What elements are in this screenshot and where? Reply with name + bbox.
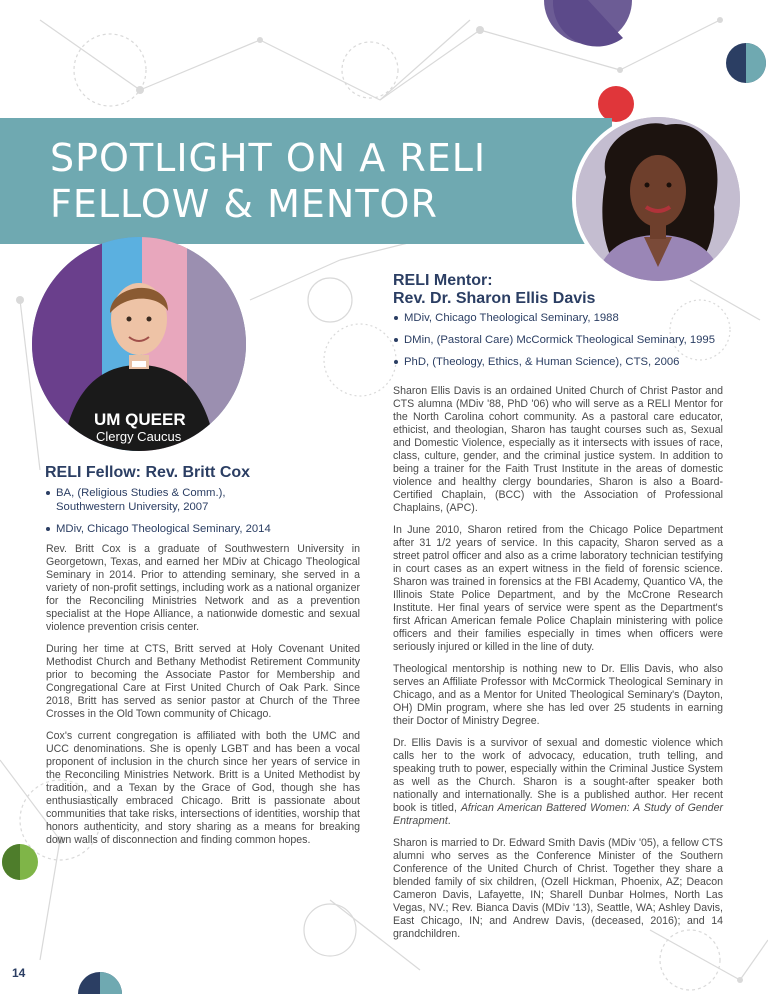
bio-paragraph: Theological mentorship is nothing new to Dr. Ellis Davis, who also serves an Affiliate Professor with McCormick Theological Seminary in Chicago, and as a Mentor for United Theological Seminary's (Dayton, OH) DMin program, where she has led over 25 students in earning their Doctor of Ministry Degree.: [393, 663, 723, 727]
mentor-heading: RELI Mentor: Rev. Dr. Sharon Ellis Davis: [393, 272, 596, 307]
bio-paragraph: Rev. Britt Cox is a graduate of Southwestern University in Georgetown, Texas, and earned her MDiv at Chicago Theological Seminary in 2014. Prior to attending seminary, she served in a variety of non-profit settings, including work as a national organizer for the Reconciling Ministries Network and as a prevention specialist at the Hope Alliance, a nationwide domestic and sexual violence prevention crisis center.: [46, 543, 360, 633]
fellow-credentials: [46, 486, 346, 544]
fellow-heading: RELI Fellow: Rev. Britt Cox: [45, 464, 251, 481]
mentor-credentials: [394, 311, 754, 377]
fellow-bio: [46, 543, 360, 856]
credential-item: PhD, (Theology, Ethics, & Human Science), CTS, 2006: [394, 355, 754, 369]
credential-item: DMin, (Pastoral Care) McCormick Theological Seminary, 1995: [394, 333, 754, 347]
mentor-bio: [393, 385, 723, 950]
bio-paragraph: Sharon Ellis Davis is an ordained United Church of Christ Pastor and CTS alumna (MDiv '88, PhD '06) who will serve as a RELI Mentor for the North Carolina cohort community. As a pastoral care educator, ethicist, and theologian, Sharon has taught courses such as, Sexual and Domestic Violence, especially as it intersects with issues of race, class, culture, gender, and the criminal justice system. In addition to being a trainer for the Faith Trust Institute in the areas of domestic violence and healthy clergy boundaries, Sharon is also a Board-Certified Chaplain, (BCC) with the Association of Professional Chaplains, (APC).: [393, 385, 723, 514]
fellow-photo: [32, 237, 246, 451]
shirt-text-line2: Clergy Caucus: [96, 429, 182, 444]
bio-paragraph: In June 2010, Sharon retired from the Chicago Police Department after 31 1/2 years of service. In this capacity, Sharon served as a street patrol officer and also as a crime laboratory technician testifying in court cases as an expert witness in the field of forensic science. Sharon was trained in forensics at the FBI Academy, Quantico VA, the Illinois State Police Department, and by the McCrone Research Institute. Her final years of service were spent as the Department's first African American female Police Chaplain ministering with police officers and their families especially in times when officers were seriously injured or killed in the line of duty.: [393, 524, 723, 653]
mentor-photo: [572, 113, 744, 285]
shirt-text-line1: UM QUEER: [94, 410, 186, 429]
page-title: SPOTLIGHT ON A RELI FELLOW & MENTOR: [50, 136, 487, 226]
bio-paragraph: Dr. Ellis Davis is a survivor of sexual and domestic violence which calls her to the work of advocacy, education, truth telling, and speaking truth to power, especially within the Criminal Justice System as well as the Church. Sharon is a sought-after speaker both nationally and internationally. She is a published author. Her recent book is titled, African American Battered Women: A Study of Gender Entrapment.: [393, 737, 723, 827]
bio-paragraph: Cox's current congregation is affiliated with both the UMC and UCC denominations. She is openly LGBT and has been a vocal proponent of inclusion in the church since her years of service in the Reconciling Ministries Network. Britt is a United Methodist by tradition, and a Texan by the Grace of God, though she has enthusiastically embraced Chicago. Britt is passionate about communities that take risks, intersections of identities, worship that honors authenticity, and story sharing as a means for breaking down walls of disconnection and finding common hopes.: [46, 730, 360, 846]
credential-item: MDiv, Chicago Theological Seminary, 1988: [394, 311, 754, 325]
page-number: 14: [12, 966, 26, 980]
book-title: African American Battered Women: A Study of Gender Entrapment: [393, 802, 723, 827]
bio-paragraph: During her time at CTS, Britt served at Holy Covenant United Methodist Church and Bethany Methodist Retirement Community prior to becoming the Associate Pastor for Membership and Congregational Care at First United Church of Oak Park. Since 2018, Britt has served as senior pastor at Church of the Three Crosses in the Old Town community of Chicago.: [46, 643, 360, 720]
credential-item: BA, (Religious Studies & Comm.), Southwestern University, 2007: [46, 486, 346, 514]
credential-item: MDiv, Chicago Theological Seminary, 2014: [46, 522, 346, 536]
decor-circle-red: [598, 86, 634, 122]
bio-paragraph: Sharon is married to Dr. Edward Smith Davis (MDiv '05), a fellow CTS alumni who serves as the Conference Minister of the Southern Conference of the United Church of Christ. Together they share a blended family of six children, (Ozell Hickman, Phoenix, AZ; Deacon Cameron Davis, Lafayette, IN; Sharell Dunbar Holmes, North Las Vegas, NV.; Rev. Bianca Davis (MDiv '13), Seattle, WA; Ashley Davis, East Chicago, IN; and Andrew Davis, (deceased, 2016); and 14 grandchildren.: [393, 837, 723, 940]
